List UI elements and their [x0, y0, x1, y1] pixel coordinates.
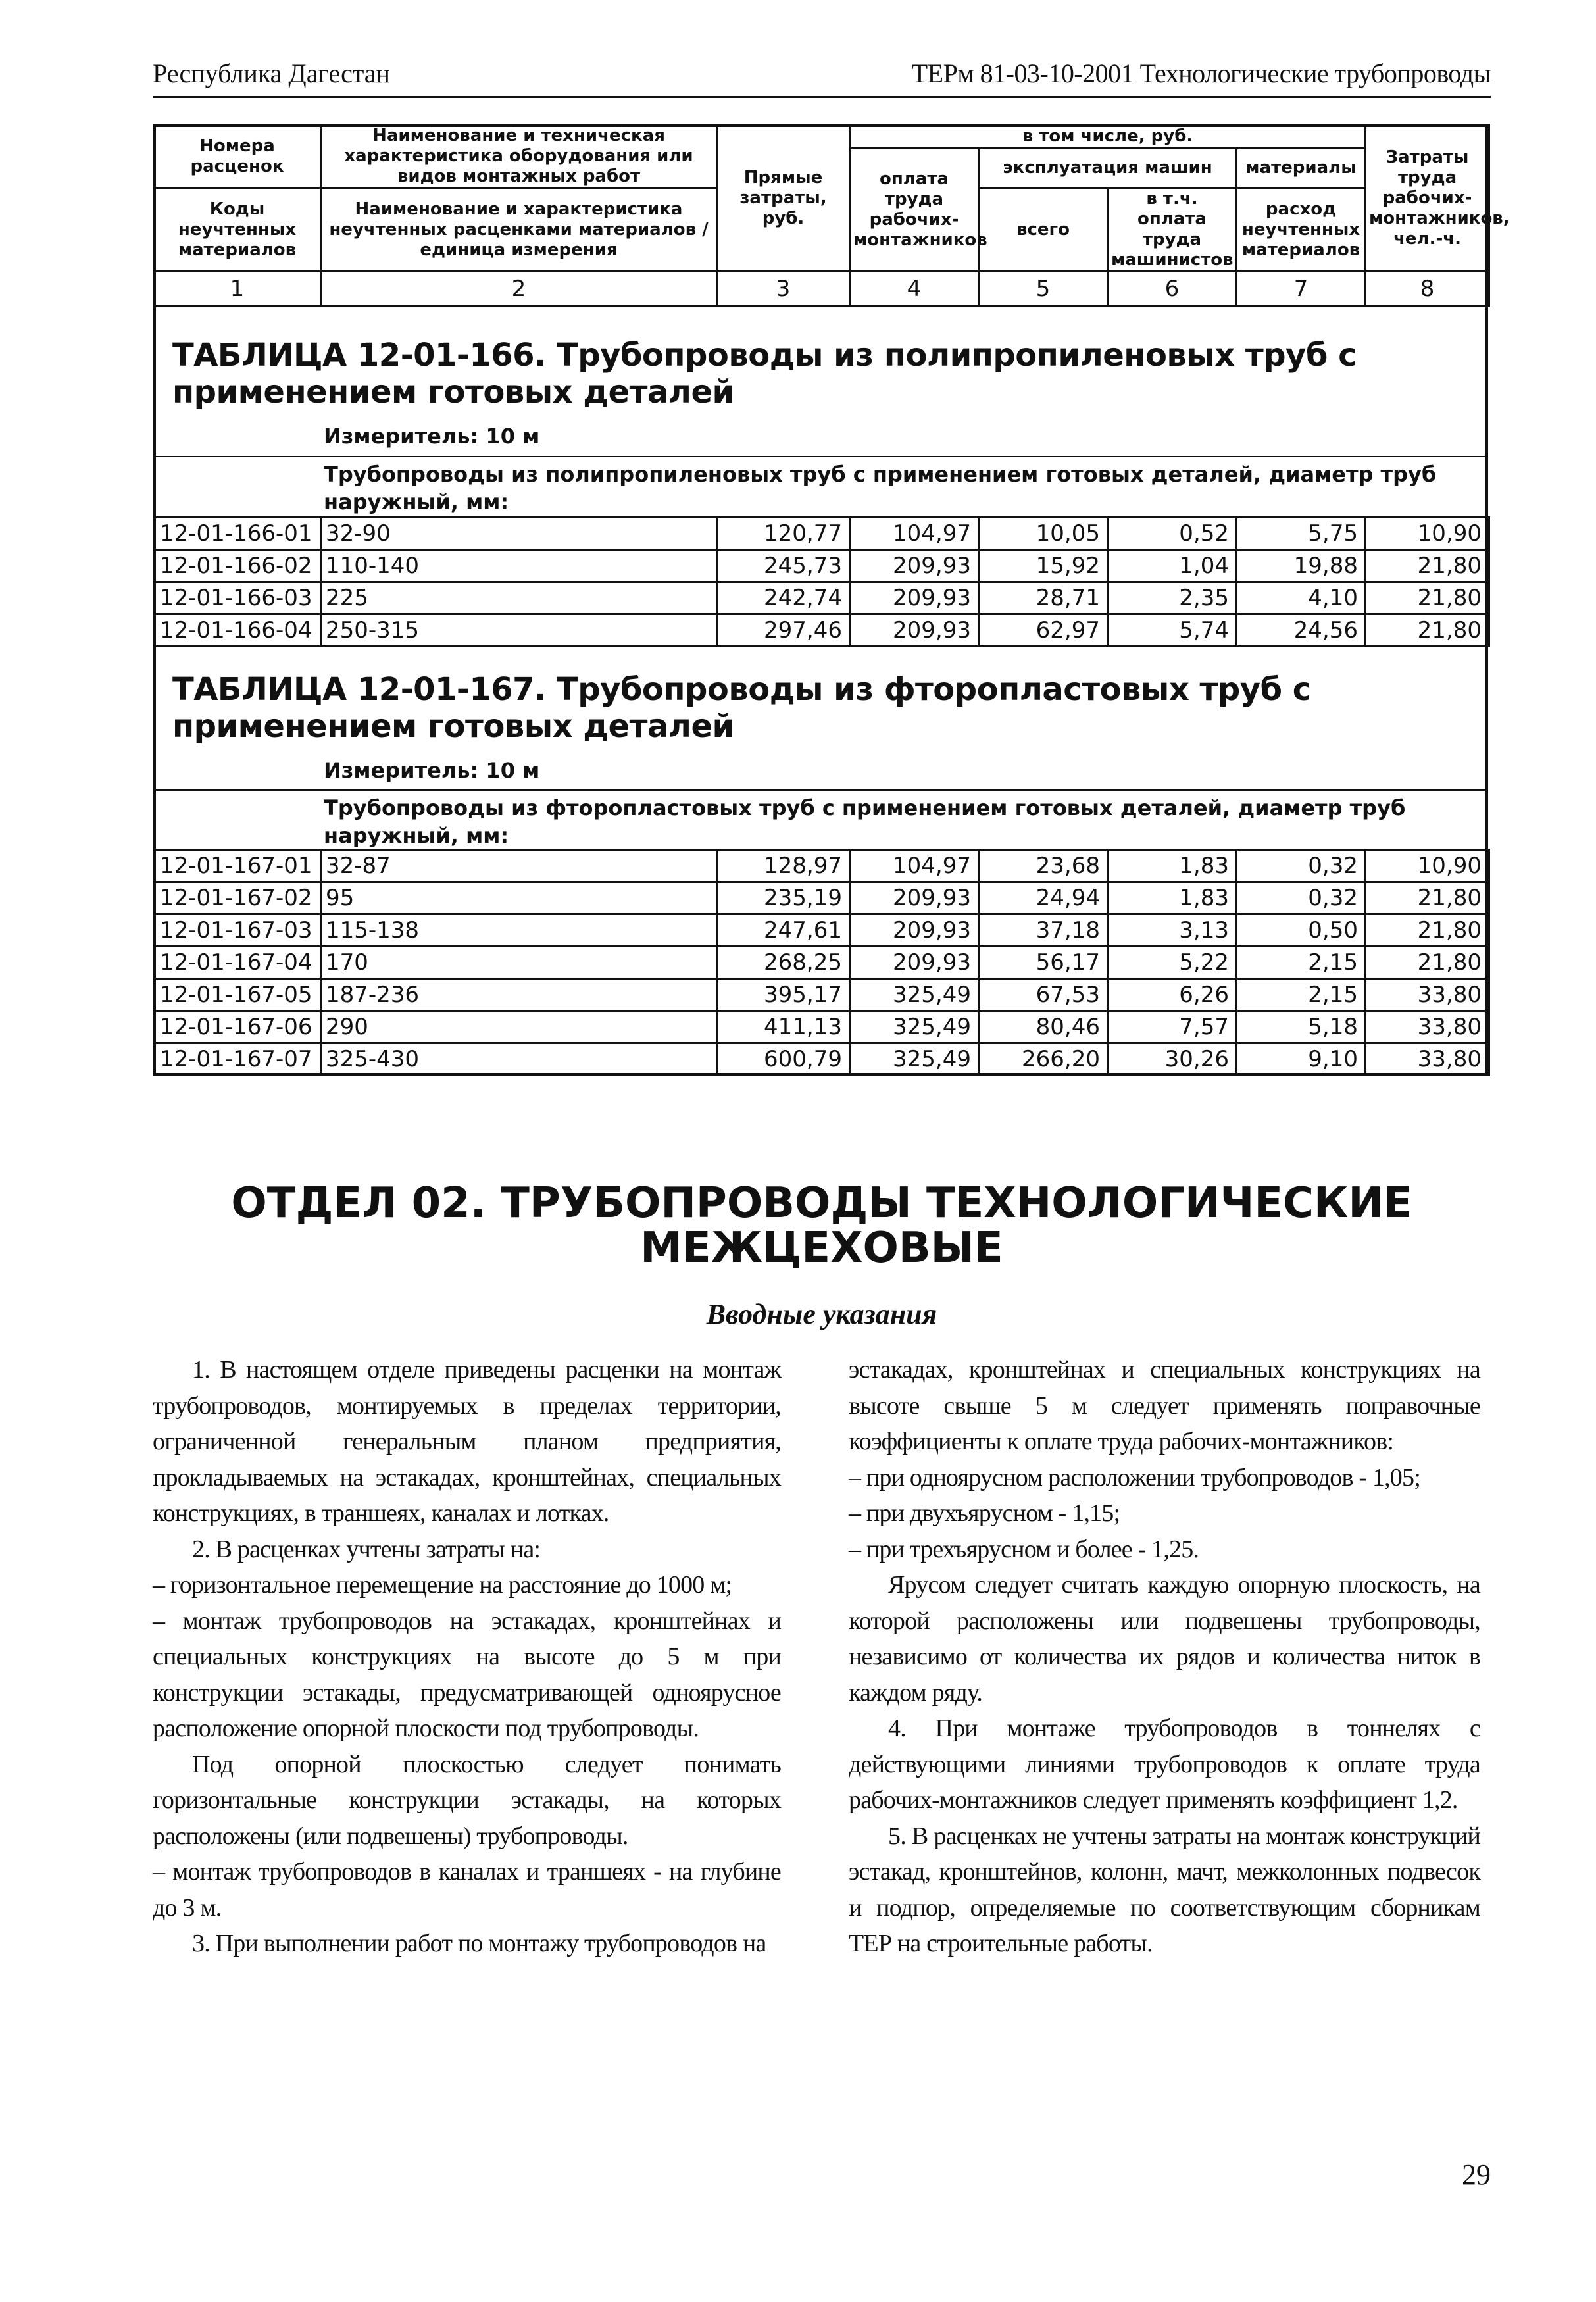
cost-value: 3,13 — [1108, 914, 1237, 947]
col-number: 7 — [1237, 272, 1366, 307]
cost-value: 209,93 — [850, 947, 979, 979]
pipe-diameter: 110-140 — [321, 550, 717, 582]
cost-value: 80,46 — [979, 1011, 1108, 1043]
col4-header: оплата труда рабочих-монтажников — [850, 149, 979, 272]
list-item: – монтаж трубопроводов на эстакадах, кронштейнах и специальных конструкциях на высоте до 5 м при конструкции эстакады, предусматривающей одноярусное расположение опорной плоскости под трубопроводы. — [153, 1607, 781, 1742]
cost-value: 6,26 — [1108, 979, 1237, 1011]
header-rule — [153, 96, 1491, 98]
col6-header: в т.ч. оплата труда машинистов — [1108, 188, 1237, 272]
cost-value: 2,15 — [1237, 947, 1366, 979]
paragraph: 5. В расценках не учтены затраты на монтаж конструкций эстакад, кронштейнов, колонн, мачт, межколонных подвесок и подпор, определяемые по соответствующим сборникам ТЕР на строительные работы. — [849, 1822, 1480, 1957]
cost-value: 21,80 — [1366, 550, 1489, 582]
cost-value: 245,73 — [717, 550, 850, 582]
table1-subheading: Трубопроводы из полипропиленовых труб с применением готовых деталей, диаметр труб наружный, мм: — [324, 462, 1437, 514]
rate-code: 12-01-166-01 — [154, 518, 321, 550]
table2-divider — [153, 789, 1488, 791]
cost-value: 19,88 — [1237, 550, 1366, 582]
cost-value: 247,61 — [717, 914, 850, 947]
pipe-diameter: 250-315 — [321, 614, 717, 647]
pipe-diameter: 325-430 — [321, 1043, 717, 1076]
cost-value: 266,20 — [979, 1043, 1108, 1076]
section-title — [153, 1181, 1491, 1270]
paragraph: 2. В расценках учтены затраты на: — [192, 1535, 541, 1563]
cost-value: 1,04 — [1108, 550, 1237, 582]
table-row — [154, 582, 1489, 614]
cost-value: 325,49 — [850, 1011, 979, 1043]
table1-body — [153, 516, 1490, 647]
cost-value: 24,94 — [979, 882, 1108, 914]
cost-value: 4,10 — [1237, 582, 1366, 614]
list-item: – при двухъярусном - 1,15; — [849, 1499, 1120, 1527]
cost-value: 0,32 — [1237, 882, 1366, 914]
col2-header-bottom: Наименование и характеристика неучтенных расценками материалов / единица измерения — [321, 188, 717, 272]
rate-code: 12-01-167-07 — [154, 1043, 321, 1076]
pipe-diameter: 32-90 — [321, 518, 717, 550]
table2-subheading: Трубопроводы из фторопластовых труб с применением готовых деталей, диаметр труб наружный, мм: — [324, 795, 1406, 848]
cost-value: 209,93 — [850, 614, 979, 647]
cost-value: 37,18 — [979, 914, 1108, 947]
paragraph: эстакадах, кронштейнах и специальных конструкциях на высоте свыше 5 м следует применять поправочные коэффициенты к оплате труда рабочих-монтажников: — [849, 1356, 1480, 1455]
table1-caption-block — [172, 337, 1475, 449]
col7-header: расход неучтенных материалов — [1237, 188, 1366, 272]
cost-value: 209,93 — [850, 882, 979, 914]
table-row — [154, 914, 1489, 947]
running-header — [153, 58, 1491, 93]
cost-value: 104,97 — [850, 850, 979, 882]
paragraph: Ярусом следует считать каждую опорную плоскость, на которой расположены или подвешены трубопроводы, независимо от количества их рядов и количества ниток в каждом ряду. — [849, 1571, 1480, 1707]
paragraph: Под опорной плоскостью следует понимать горизонтальные конструкции эстакады, на которых расположены (или подвешены) трубопроводы. — [153, 1750, 781, 1850]
cost-value: 600,79 — [717, 1043, 850, 1076]
table-row — [154, 518, 1489, 550]
cost-value: 128,97 — [717, 850, 850, 882]
machines-group-header: эксплуатация машин — [979, 149, 1237, 188]
pipe-diameter: 187-236 — [321, 979, 717, 1011]
col2-header-top: Наименование и техническая характеристика оборудования или видов монтажных работ — [321, 125, 717, 188]
pipe-diameter: 115-138 — [321, 914, 717, 947]
table2-body — [153, 849, 1490, 1076]
pipe-diameter: 225 — [321, 582, 717, 614]
cost-value: 23,68 — [979, 850, 1108, 882]
cost-value: 7,57 — [1108, 1011, 1237, 1043]
cost-value: 56,17 — [979, 947, 1108, 979]
rate-code: 12-01-166-04 — [154, 614, 321, 647]
table-row — [154, 850, 1489, 882]
cost-value: 30,26 — [1108, 1043, 1237, 1076]
cost-value: 268,25 — [717, 947, 850, 979]
cost-value: 411,13 — [717, 1011, 850, 1043]
cost-value: 5,22 — [1108, 947, 1237, 979]
rate-code: 12-01-167-01 — [154, 850, 321, 882]
cost-value: 297,46 — [717, 614, 850, 647]
cost-value: 21,80 — [1366, 582, 1489, 614]
cost-value: 21,80 — [1366, 947, 1489, 979]
rate-code: 12-01-166-02 — [154, 550, 321, 582]
col3-header: Прямые затраты, руб. — [717, 125, 850, 272]
cost-value: 33,80 — [1366, 979, 1489, 1011]
header-region: Республика Дагестан — [153, 59, 390, 88]
col1-header-bottom: Коды неучтенных материалов — [154, 188, 321, 272]
table-row — [154, 1011, 1489, 1043]
paragraph: 3. При выполнении работ по монтажу трубопроводов на — [192, 1930, 766, 1957]
cost-value: 395,17 — [717, 979, 850, 1011]
paragraph: 1. В настоящем отделе приведены расценки на монтаж трубопроводов, монтируемых в пределах территории, ограниченной генеральным планом предприятия, прокладываемых на эстакадах, кронштейнах, специальных конструкциях, в траншеях, каналах и лотках. — [153, 1356, 781, 1527]
col-number: 3 — [717, 272, 850, 307]
cost-value: 235,19 — [717, 882, 850, 914]
cost-value: 242,74 — [717, 582, 850, 614]
pipe-diameter: 170 — [321, 947, 717, 979]
list-item: – монтаж трубопроводов в каналах и траншеях - на глубине до 3 м. — [153, 1858, 781, 1922]
materials-group-header: материалы — [1237, 149, 1366, 188]
col-number: 4 — [850, 272, 979, 307]
intro-right-column — [849, 1352, 1480, 1962]
col-number: 6 — [1108, 272, 1237, 307]
list-item: – при трехъярусном и более - 1,25. — [849, 1535, 1199, 1563]
cost-value: 33,80 — [1366, 1043, 1489, 1076]
col1-header-top: Номера расценок — [154, 125, 321, 188]
pipe-diameter: 290 — [321, 1011, 717, 1043]
cost-value: 209,93 — [850, 582, 979, 614]
rate-code: 12-01-167-04 — [154, 947, 321, 979]
pipe-diameter: 32-87 — [321, 850, 717, 882]
section-title-line2: МЕЖЦЕХОВЫЕ — [640, 1224, 1003, 1272]
group-header: в том числе, руб. — [850, 125, 1366, 149]
col5-header: всего — [979, 188, 1108, 272]
rates-table-header — [153, 124, 1510, 307]
cost-value: 2,15 — [1237, 979, 1366, 1011]
rate-code: 12-01-167-03 — [154, 914, 321, 947]
cost-value: 104,97 — [850, 518, 979, 550]
intro-left-column — [153, 1352, 781, 1962]
rate-code: 12-01-166-03 — [154, 582, 321, 614]
list-item: – горизонтальное перемещение на расстояние до 1000 м; — [153, 1571, 732, 1599]
col8-header: Затраты труда рабочих-монтажников, чел.-ч. — [1366, 125, 1489, 272]
cost-value: 10,90 — [1366, 850, 1489, 882]
intro-heading: Вводные указания — [706, 1298, 937, 1330]
cost-value: 209,93 — [850, 550, 979, 582]
col-number: 5 — [979, 272, 1108, 307]
cost-value: 21,80 — [1366, 914, 1489, 947]
cost-value: 9,10 — [1237, 1043, 1366, 1076]
table-row — [154, 550, 1489, 582]
cost-value: 33,80 — [1366, 1011, 1489, 1043]
table-row — [154, 979, 1489, 1011]
table-row — [154, 1043, 1489, 1076]
cost-value: 0,32 — [1237, 850, 1366, 882]
table-row — [154, 614, 1489, 647]
cost-value: 67,53 — [979, 979, 1108, 1011]
cost-value: 209,93 — [850, 914, 979, 947]
table-row — [154, 882, 1489, 914]
paragraph: 4. При монтаже трубопроводов в тоннелях с действующими линиями трубопроводов к оплате труда рабочих-монтажников следует применять коэффициент 1,2. — [849, 1714, 1480, 1814]
section-title-line1: ОТДЕЛ 02. ТРУБОПРОВОДЫ ТЕХНОЛОГИЧЕСКИЕ — [231, 1179, 1412, 1228]
list-item: – при одноярусном расположении трубопроводов - 1,05; — [849, 1463, 1420, 1491]
cost-value: 5,75 — [1237, 518, 1366, 550]
cost-value: 24,56 — [1237, 614, 1366, 647]
table1-measure: Измеритель: 10 м — [324, 424, 540, 449]
rate-code: 12-01-167-06 — [154, 1011, 321, 1043]
cost-value: 28,71 — [979, 582, 1108, 614]
cost-value: 21,80 — [1366, 882, 1489, 914]
cost-value: 62,97 — [979, 614, 1108, 647]
table1-caption: ТАБЛИЦА 12-01-166. Трубопроводы из полипропиленовых труб с применением готовых деталей — [172, 337, 1357, 411]
page-number: 29 — [1462, 2159, 1491, 2191]
cost-value: 120,77 — [717, 518, 850, 550]
table2-measure: Измеритель: 10 м — [324, 758, 540, 783]
table2-caption: ТАБЛИЦА 12-01-167. Трубопроводы из фторопластовых труб с применением готовых деталей — [172, 671, 1311, 745]
col-number: 1 — [154, 272, 321, 307]
rate-code: 12-01-167-02 — [154, 882, 321, 914]
cost-value: 325,49 — [850, 979, 979, 1011]
header-document-title: ТЕРм 81-03-10-2001 Технологические трубопроводы — [911, 59, 1491, 88]
cost-value: 15,92 — [979, 550, 1108, 582]
cost-value: 325,49 — [850, 1043, 979, 1076]
table1-divider — [153, 456, 1488, 457]
cost-value: 5,18 — [1237, 1011, 1366, 1043]
cost-value: 0,52 — [1108, 518, 1237, 550]
cost-value: 2,35 — [1108, 582, 1237, 614]
cost-value: 1,83 — [1108, 882, 1237, 914]
cost-value: 1,83 — [1108, 850, 1237, 882]
table2-rows — [154, 850, 1489, 1076]
cost-value: 10,05 — [979, 518, 1108, 550]
table-row — [154, 947, 1489, 979]
col-number: 8 — [1366, 272, 1489, 307]
cost-value: 0,50 — [1237, 914, 1366, 947]
pipe-diameter: 95 — [321, 882, 717, 914]
rate-code: 12-01-167-05 — [154, 979, 321, 1011]
cost-value: 5,74 — [1108, 614, 1237, 647]
cost-value: 21,80 — [1366, 614, 1489, 647]
table2-caption-block — [172, 671, 1475, 783]
col-number: 2 — [321, 272, 717, 307]
table1-rows — [154, 518, 1489, 647]
cost-value: 10,90 — [1366, 518, 1489, 550]
